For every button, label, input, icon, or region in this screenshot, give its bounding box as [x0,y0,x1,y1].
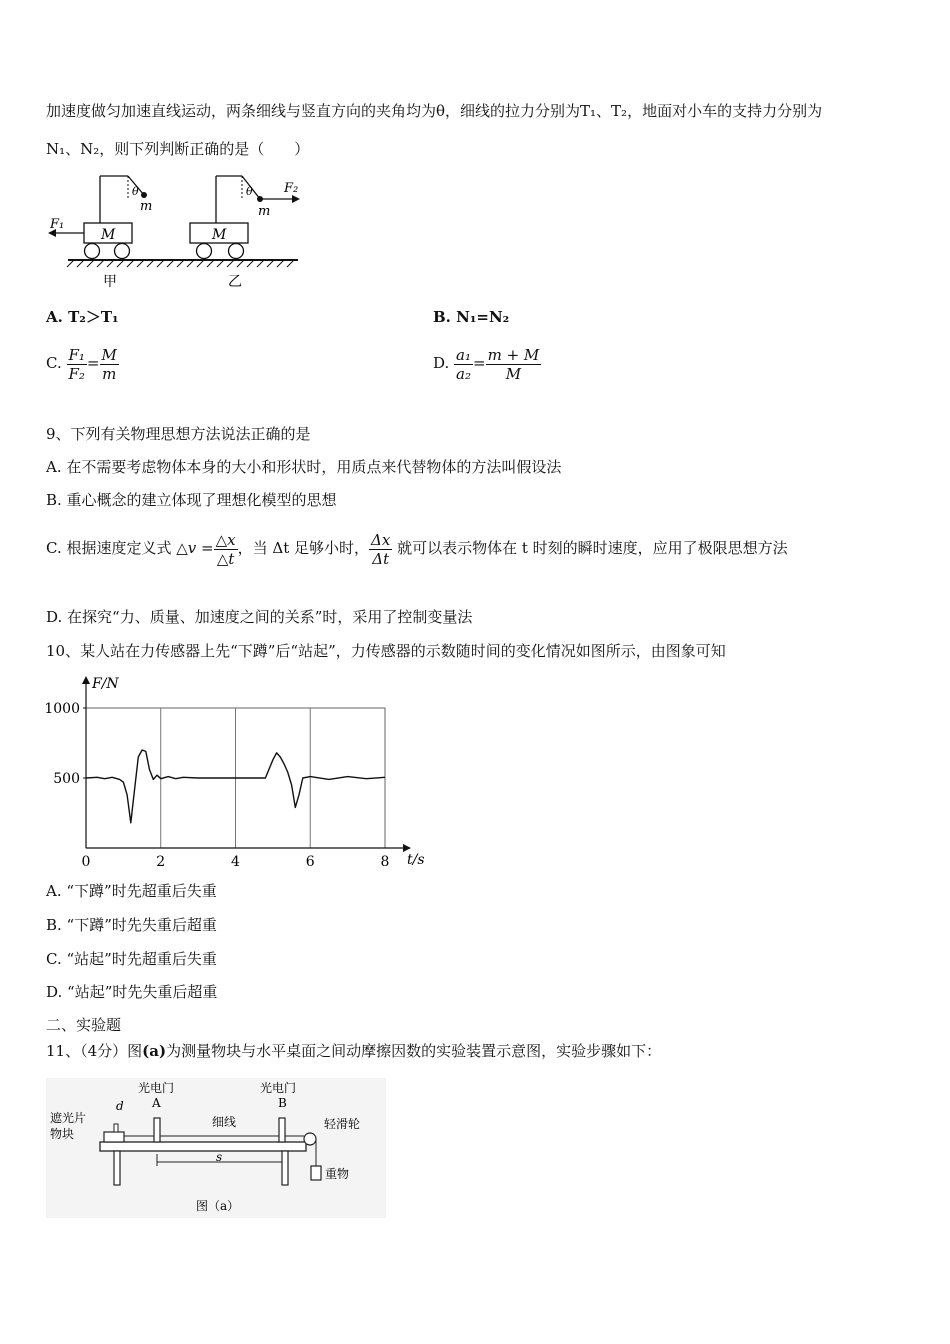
chart-x-axis-arrow [403,844,411,852]
q8-F2-label: F₂ [284,181,299,196]
q11-weight-label: 重物 [325,1167,350,1181]
section-heading: 二、实验题 [46,1016,122,1034]
q8-option-d-rhs: $\frac{m + M}{M}$ [487,345,540,383]
q8-cart-figure [46,168,306,293]
q8-option-c-eq: = [86,354,100,372]
q9-option-c-frac1: $\frac{\triangle x}{\triangle t}$ [215,530,236,568]
q11-block-label: 物块 [50,1127,75,1141]
q10-force-chart [40,672,430,872]
q8-option-d-lhs: $\frac{\text{a₁}}{\text{a₂}}$ [456,345,472,383]
q11-shade-label: 遮光片 [50,1111,87,1125]
q8-yi-label: 乙 [228,274,242,290]
q11-gate-a-letter: A [152,1096,161,1110]
q8-option-c-rhs: $\frac{M}{m}$ [101,345,117,383]
q11-gate-b-label: 光电门 [260,1081,297,1095]
q11-apparatus-figure [46,1078,386,1218]
q8-stem-line1: 加速度做匀加速直线运动，两条细线与竖直方向的夹角均为θ，细线的拉力分别为T₁、T₂，地面对小车的支持力分别为 [46,102,823,120]
chart-y-axis-label: F/N [92,676,119,692]
q9-option-c-dv: △v = [176,539,214,557]
q8-option-d[interactable] [433,341,541,385]
q8-jia-label: 甲 [103,274,117,290]
q9-option-c[interactable] [46,526,788,570]
q11-caption: 图（a） [196,1199,240,1213]
chart-x-axis-label: t/s [407,852,425,868]
q8-m-label-2: m [258,204,271,219]
q11-gate-b-letter: B [278,1096,287,1110]
q8-theta-label-2: θ [246,185,253,198]
q11-d-label: d [116,1099,124,1113]
q8-option-a[interactable]: A. T₂＞T₁ [46,308,119,326]
q8-option-d-eq: = [473,354,486,372]
q9-option-c-prefix: C. 根据速度定义式 [46,539,172,557]
chart-x-tick-label: 0 [81,854,91,870]
q9-stem: 9、下列有关物理思想方法说法正确的是 [46,425,311,443]
q11-s-label: s [216,1150,223,1164]
q8-option-c-lhs: $\frac{\text{F₁}}{\text{F₂}}$ [68,345,85,383]
q10-stem: 10、某人站在力传感器上先“下蹲”后“站起”，力传感器的示数随时间的变化情况如图所示，由图象可知 [46,642,726,660]
chart-y-tick-label: 500 [53,771,80,787]
q8-option-b[interactable]: B. N₁=N₂ [433,308,510,326]
q9-option-a[interactable]: A. 在不需要考虑物体本身的大小和形状时，用质点来代替物体的方法叫假设法 [46,458,562,476]
chart-y-axis-arrow [82,676,90,684]
q8-theta-label-1: θ [132,185,139,198]
q10-option-c[interactable]: C. “站起”时先超重后失重 [46,950,217,968]
q11-stem: 11、（4分）图(a)为测量物块与水平桌面之间动摩擦因数的实验装置示意图，实验步骤如下： [46,1042,662,1060]
q9-option-b[interactable]: B. 重心概念的建立体现了理想化模型的思想 [46,491,337,509]
q11-thread-label: 细线 [212,1115,237,1129]
q10-option-d[interactable]: D. “站起”时先失重后超重 [46,983,218,1001]
chart-x-tick-label: 8 [380,854,390,870]
chart-x-tick-label: 4 [231,854,240,870]
q9-option-d[interactable]: D. 在探究“力、质量、加速度之间的关系”时，采用了控制变量法 [46,608,473,626]
q8-option-d-prefix: D. [433,354,450,372]
q8-M-label-2: M [212,227,227,243]
q10-option-a[interactable]: A. “下蹲”时先超重后失重 [46,882,217,900]
chart-x-tick-label: 2 [156,854,166,870]
q8-stem-line2: N₁、N₂，则下列判断正确的是（ ） [46,140,310,158]
q9-option-c-frac2: $\frac{\Delta x}{\Delta t}$ [371,530,391,568]
q11-gate-a-label: 光电门 [138,1081,175,1095]
q8-F1-label: F₁ [50,217,65,232]
chart-y-tick-label: 1000 [44,701,80,717]
q10-option-b[interactable]: B. “下蹲”时先失重后超重 [46,916,217,934]
q11-pulley-label: 轻滑轮 [324,1117,361,1131]
chart-x-tick-label: 6 [305,854,315,870]
q9-option-c-suffix: 就可以表示物体在 t 时刻的瞬时速度，应用了极限思想方法 [397,539,788,557]
q8-M-label-1: M [101,227,116,243]
q8-option-c[interactable] [46,341,119,385]
q9-option-c-mid: ，当 Δt 足够小时， [237,539,370,557]
q8-m-label-1: m [140,199,153,214]
q8-option-c-prefix: C. [46,354,62,372]
